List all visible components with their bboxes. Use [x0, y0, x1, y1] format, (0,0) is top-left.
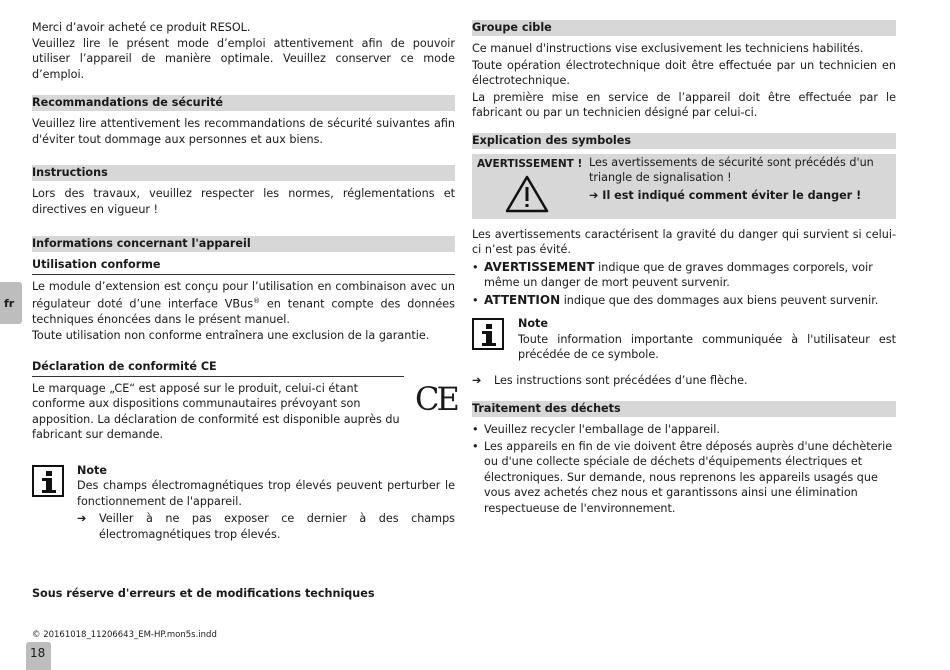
arrow-explanation-text: Les instructions sont précédées d’une flèche. — [494, 373, 748, 387]
arrow-icon: ➔ — [589, 188, 599, 202]
note-text: Toute information importante communiquée à l'utilisateur est précédée de ce symbole. — [518, 332, 896, 361]
note-title: Note — [77, 463, 107, 477]
left-column — [32, 20, 455, 602]
right-column — [472, 20, 896, 516]
warranty-text: Toute utilisation non conforme entraînera une exclusion de la garantie. — [32, 328, 430, 342]
ce-declaration-subheading: Déclaration de conformité CE — [32, 359, 404, 377]
intro-read: Veuillez lire le présent mode d’emploi attentivement afin de pouvoir utiliser l’appareil de manière optimale. Veuillez conserver ce mode d’emploi. — [32, 36, 455, 81]
target-text-1: Ce manuel d'instructions vise exclusivement les techniciens habilités. — [472, 42, 864, 55]
severity-text: Les avertissements caractérisent la gravité du danger qui survient si celui-ci n’est pas évité. — [472, 227, 896, 256]
note-instruction-text: Veiller à ne pas exposer ce dernier à des champs électromagnétiques trop élevés. — [99, 512, 455, 541]
warning-triangle-icon — [505, 175, 549, 213]
arrow-icon: ➔ — [77, 512, 87, 526]
note-block — [32, 463, 455, 543]
language-tab — [0, 282, 22, 324]
info-icon — [472, 318, 504, 350]
warning-text: Les avertissements de sécurité sont précédés d'un triangle de signalisation ! — [589, 155, 874, 184]
arrow-explanation — [472, 373, 896, 389]
bullet-warning: • AVERTISSEMENT indique que de graves dommages corporels, voir même un danger de mort peuvent survenir. — [472, 259, 873, 289]
symbols-heading: Explication des symboles — [472, 133, 896, 149]
warning-instruction: ➔ Il est indiqué comment éviter le danger ! — [589, 188, 862, 202]
waste-bullet-1: • Veuillez recycler l'emballage de l'appareil. — [472, 423, 720, 436]
intro-thanks: Merci d’avoir acheté ce produit RESOL. — [32, 21, 251, 34]
ce-mark: CE — [415, 379, 457, 418]
ce-text: Le marquage „CE“ est apposé sur le produit, celui-ci étant conforme aux dispositions communautaires prévoyant son apposition. La déclaration de conformité est disponible auprès du fabricant sur demande. — [32, 381, 400, 442]
reserve-note: Sous réserve d'erreurs et de modifications techniques — [32, 587, 375, 601]
warning-label: AVERTISSEMENT ! — [477, 157, 583, 170]
target-group-heading: Groupe cible — [472, 20, 896, 36]
ce-block — [32, 381, 455, 443]
safety-heading: Recommandations de sécurité — [32, 95, 455, 111]
instructions-heading: Instructions — [32, 165, 455, 181]
bullet-attention: • ATTENTION indique que des dommages aux biens peuvent survenir. — [472, 292, 879, 307]
note-text: Des champs électromagnétiques trop élevés peuvent perturber le fonctionnement de l'appareil. — [77, 479, 455, 508]
page-number: 18 — [26, 642, 51, 670]
proper-use-text: Le module d’extension est conçu pour l’utilisation en combinaison avec un régulateur doté d’une interface VBus® en tenant compte des données techniques énoncées dans le présent manuel. — [32, 279, 455, 327]
target-text-3: La première mise en service de l’appareil doit être effectuée par le fabricant ou par un technicien désigné par celui-ci. — [472, 90, 896, 119]
waste-bullet-2: • Les appareils en fin de vie doivent être déposés auprès d'une déchèterie ou d'une collecte spéciale de déchets d'équipements électriques et électroniques. Sur demande, nous reprenons les appareils usagés que vous avez achetés chez nous et garantissons ainsi une élimination respectueuse de l'environnement. — [472, 439, 893, 515]
instructions-text: Lors des travaux, veuillez respecter les normes, réglementations et directives en vigueur ! — [32, 187, 455, 216]
proper-use-subheading: Utilisation conforme — [32, 257, 455, 275]
warning-box — [472, 154, 896, 219]
waste-heading: Traitement des déchets — [472, 401, 896, 417]
note-instruction — [77, 511, 455, 542]
language-tab-label: fr — [4, 297, 15, 310]
note-title: Note — [518, 317, 548, 330]
info-icon — [32, 465, 64, 497]
note-block-right — [472, 316, 896, 363]
file-info: © 20161018_11206643_EM-HP.mon5s.indd — [32, 630, 217, 640]
device-info-heading: Informations concernant l'appareil — [32, 236, 455, 252]
arrow-icon: ➔ — [472, 373, 482, 387]
target-text-2: Toute opération électrotechnique doit être effectuée par un technicien en électrotechnique. — [472, 58, 896, 87]
safety-text: Veuillez lire attentivement les recommandations de sécurité suivantes afin d'éviter tout dommage aux personnes et aux biens. — [32, 117, 455, 146]
